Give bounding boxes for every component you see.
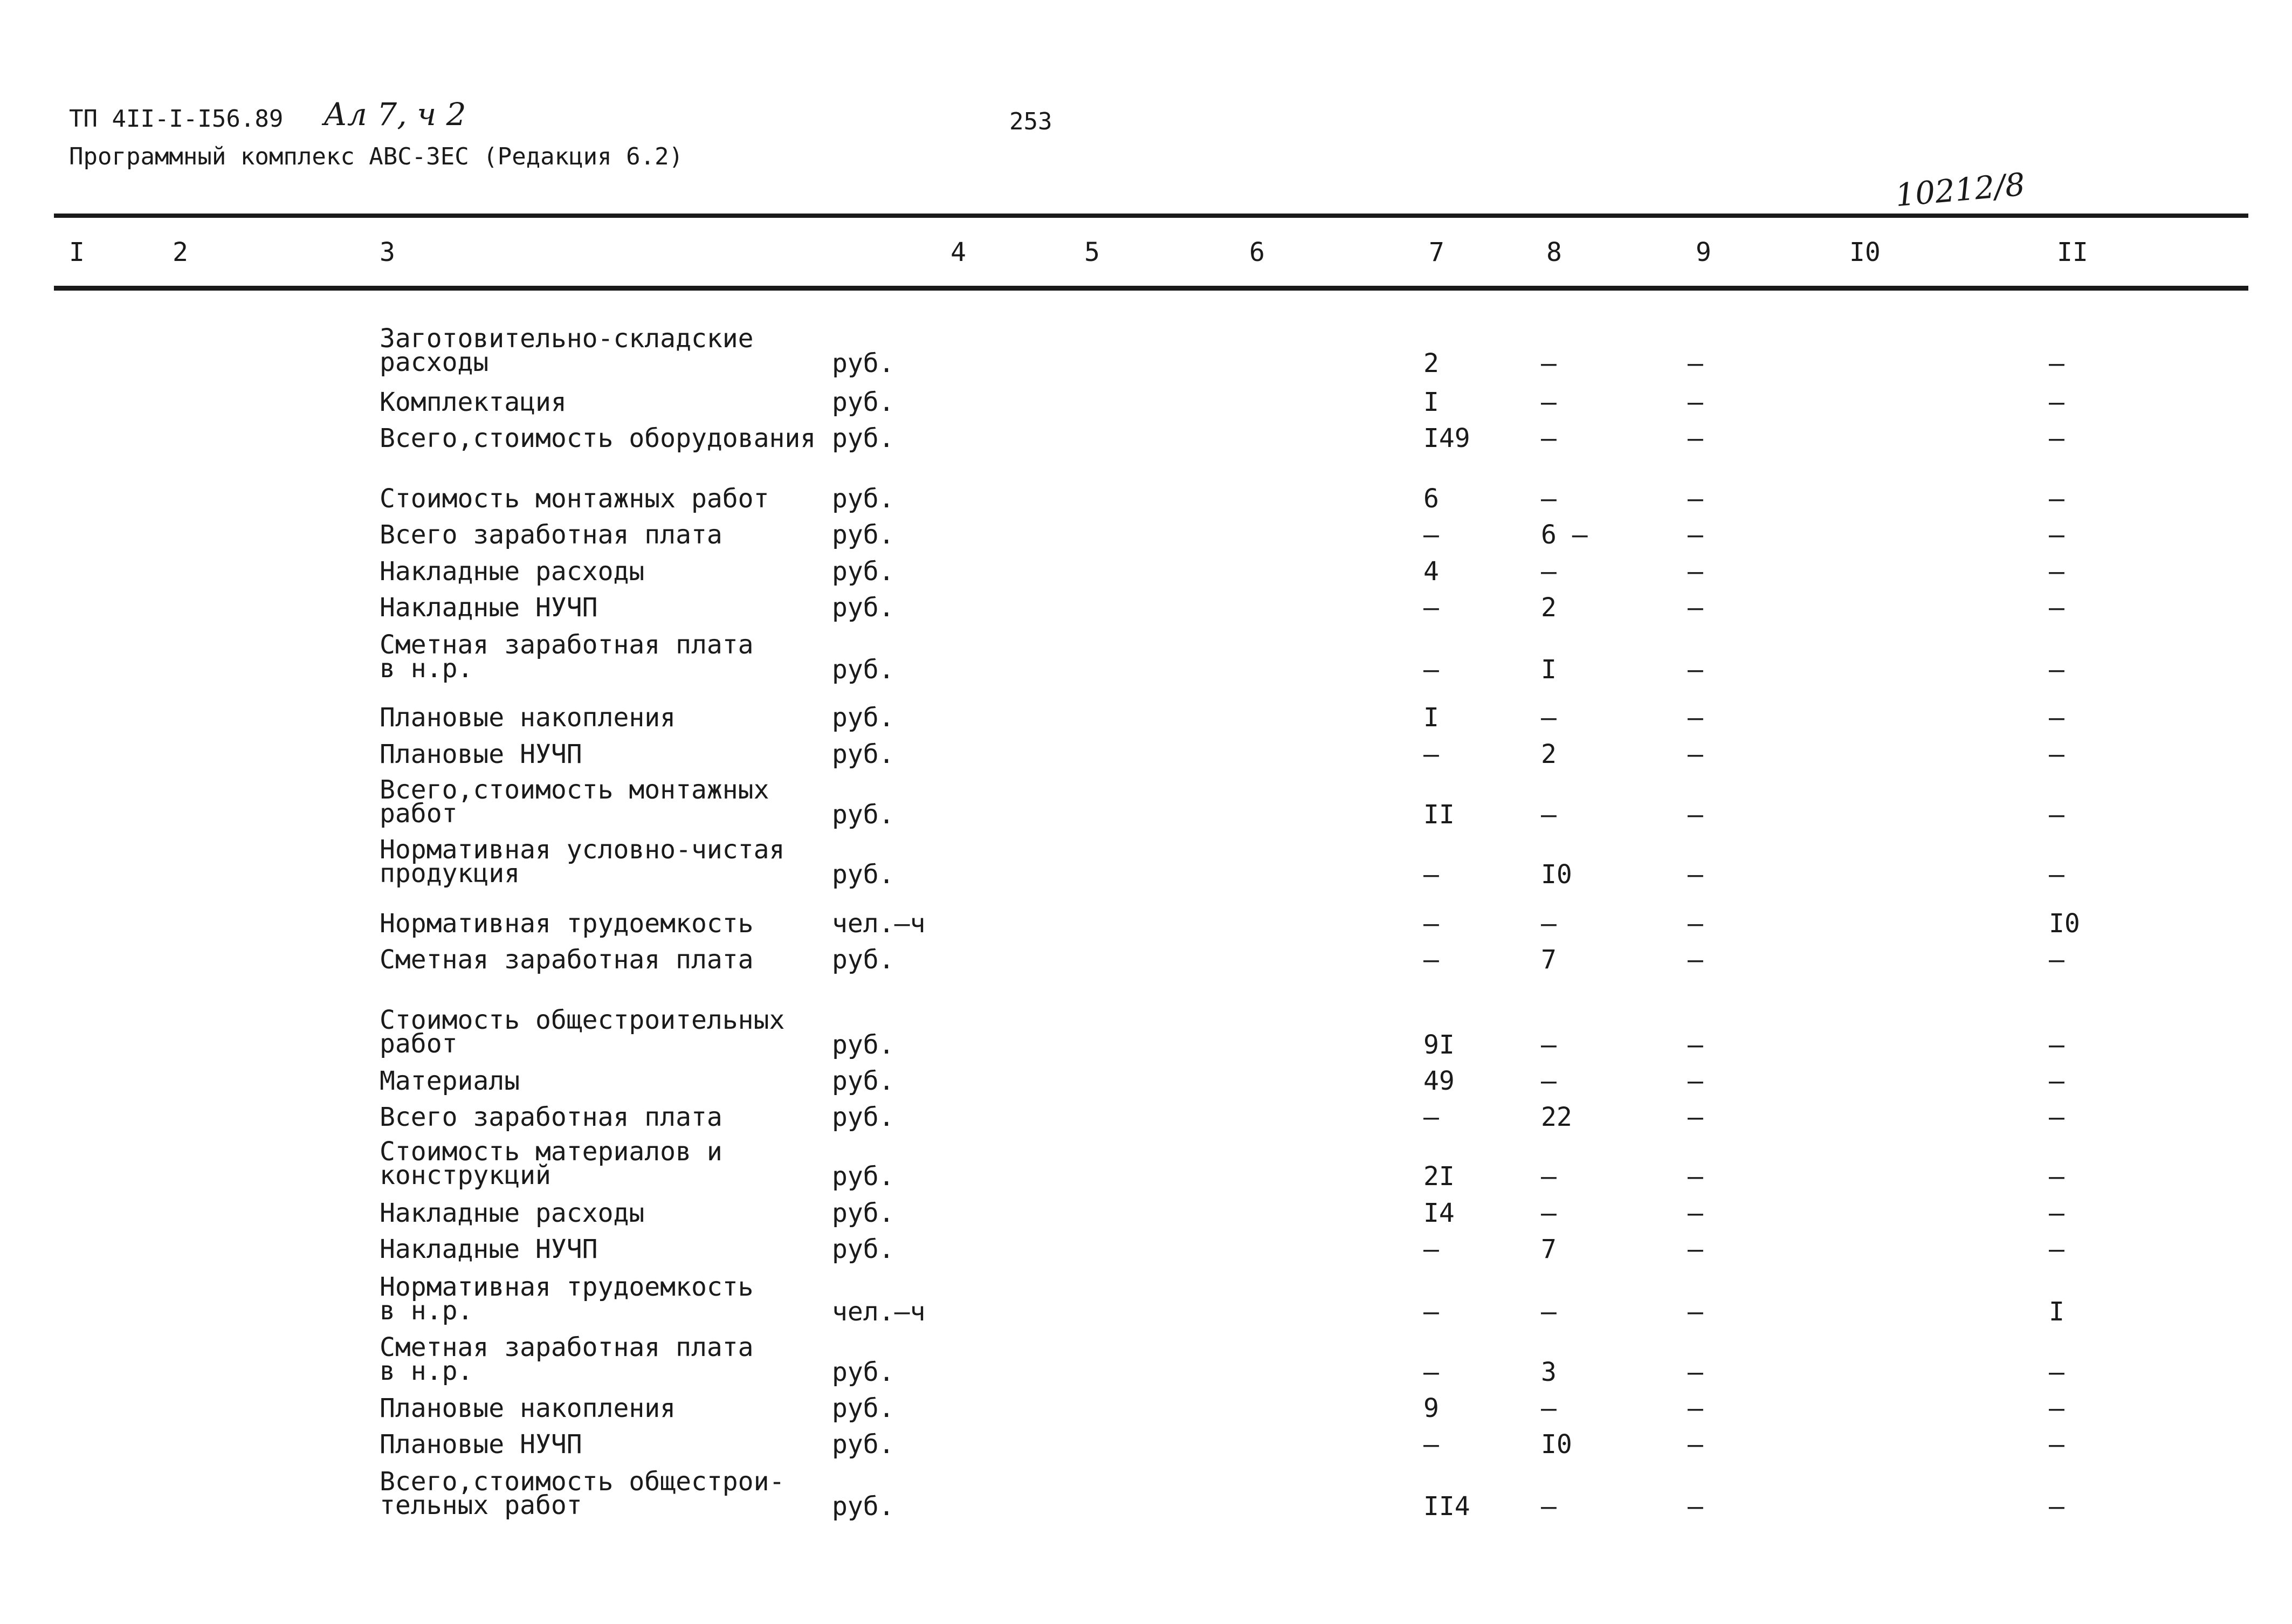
- row-col9-value: –: [1688, 1393, 1703, 1423]
- row-col9-value: –: [1688, 1491, 1703, 1522]
- row-col7-value: –: [1423, 655, 1439, 685]
- row-col9-value: –: [1688, 1066, 1703, 1096]
- row-col8-value: –: [1541, 387, 1557, 417]
- row-unit: руб.: [832, 1066, 894, 1096]
- row-item-name: Плановые накопления: [380, 1393, 676, 1423]
- row-col9-value: –: [1688, 520, 1703, 550]
- row-unit: руб.: [832, 703, 894, 733]
- row-col7-value: II4: [1423, 1491, 1470, 1522]
- row-col7-value: 2: [1423, 348, 1439, 379]
- column-header-8: 8: [1546, 237, 1562, 267]
- table-top-rule: [54, 214, 2248, 218]
- row-col8-value: –: [1541, 484, 1557, 514]
- row-item-name: Нормативная трудоемкость: [380, 909, 754, 939]
- row-col8-value: 22: [1541, 1102, 1572, 1132]
- row-item-name: Сметная заработная плата в н.р.: [380, 630, 754, 684]
- row-unit: чел.–ч: [832, 1297, 926, 1327]
- row-unit: руб.: [832, 1491, 894, 1522]
- row-col7-value: –: [1423, 1297, 1439, 1327]
- row-col8-value: –: [1541, 1198, 1557, 1228]
- column-header-2: 2: [173, 237, 188, 267]
- row-col7-value: –: [1423, 1357, 1439, 1387]
- row-col11-value: –: [2049, 739, 2064, 769]
- column-header-1: I: [69, 237, 85, 267]
- row-col7-value: –: [1423, 593, 1439, 623]
- row-item-name: Всего заработная плата: [380, 1102, 722, 1132]
- row-unit: руб.: [832, 1357, 894, 1387]
- row-unit: руб.: [832, 1030, 894, 1060]
- column-header-10: I0: [1849, 237, 1881, 267]
- row-col7-value: I49: [1423, 423, 1470, 453]
- row-col8-value: –: [1541, 800, 1557, 830]
- row-col11-value: –: [2049, 593, 2064, 623]
- row-col8-value: –: [1541, 1297, 1557, 1327]
- row-col9-value: –: [1688, 1030, 1703, 1060]
- row-unit: руб.: [832, 655, 894, 685]
- row-unit: руб.: [832, 1393, 894, 1423]
- row-item-name: Сметная заработная плата: [380, 945, 754, 975]
- row-unit: руб.: [832, 348, 894, 379]
- row-unit: руб.: [832, 423, 894, 453]
- row-col8-value: –: [1541, 1161, 1557, 1192]
- program-title: Программный комплекс АВС-3ЕС (Редакция 6.2): [69, 143, 684, 170]
- row-item-name: Комплектация: [380, 387, 567, 417]
- row-col7-value: –: [1423, 859, 1439, 890]
- row-col7-value: –: [1423, 520, 1439, 550]
- row-col9-value: –: [1688, 703, 1703, 733]
- row-col8-value: –: [1541, 1393, 1557, 1423]
- row-unit: руб.: [832, 484, 894, 514]
- row-col8-value: –: [1541, 703, 1557, 733]
- row-item-name: Нормативная условно-чистая продукция: [380, 835, 785, 889]
- row-col8-value: I: [1541, 655, 1557, 685]
- row-col8-value: 6 –: [1541, 520, 1588, 550]
- row-col8-value: 2: [1541, 593, 1557, 623]
- row-item-name: Плановые накопления: [380, 703, 676, 733]
- row-col11-value: –: [2049, 800, 2064, 830]
- row-col11-value: –: [2049, 1491, 2064, 1522]
- row-unit: чел.–ч: [832, 909, 926, 939]
- row-unit: руб.: [832, 593, 894, 623]
- row-col8-value: 2: [1541, 739, 1557, 769]
- row-col11-value: –: [2049, 1066, 2064, 1096]
- row-col9-value: –: [1688, 556, 1703, 587]
- row-col9-value: –: [1688, 387, 1703, 417]
- row-unit: руб.: [832, 1198, 894, 1228]
- row-col9-value: –: [1688, 655, 1703, 685]
- row-col7-value: I4: [1423, 1198, 1455, 1228]
- row-col11-value: –: [2049, 1161, 2064, 1192]
- doc-code: ТП 4II-I-I56.89: [69, 105, 284, 133]
- page-number: 253: [1009, 108, 1052, 135]
- row-col11-value: –: [2049, 348, 2064, 379]
- row-col7-value: I: [1423, 387, 1439, 417]
- column-header-11: II: [2057, 237, 2088, 267]
- row-col11-value: –: [2049, 1198, 2064, 1228]
- row-item-name: Всего,стоимость монтажных работ: [380, 775, 769, 829]
- row-col8-value: 7: [1541, 945, 1557, 975]
- row-col8-value: –: [1541, 909, 1557, 939]
- row-col11-value: –: [2049, 859, 2064, 890]
- row-col9-value: –: [1688, 1161, 1703, 1192]
- column-header-5: 5: [1084, 237, 1100, 267]
- row-col7-value: II: [1423, 800, 1455, 830]
- row-unit: руб.: [832, 520, 894, 550]
- row-col8-value: –: [1541, 423, 1557, 453]
- row-col8-value: –: [1541, 348, 1557, 379]
- row-unit: руб.: [832, 739, 894, 769]
- row-col9-value: –: [1688, 1429, 1703, 1460]
- row-item-name: Нормативная трудоемкость в н.р.: [380, 1272, 754, 1326]
- column-header-4: 4: [951, 237, 966, 267]
- row-item-name: Накладные НУЧП: [380, 1234, 598, 1264]
- row-item-name: Заготовительно-складские расходы: [380, 324, 754, 377]
- row-col9-value: –: [1688, 348, 1703, 379]
- album-note: Ал 7, ч 2: [324, 96, 466, 133]
- row-item-name: Стоимость общестроительных работ: [380, 1005, 785, 1059]
- row-col11-value: –: [2049, 520, 2064, 550]
- row-col7-value: I: [1423, 703, 1439, 733]
- row-col7-value: 9I: [1423, 1030, 1455, 1060]
- row-unit: руб.: [832, 1234, 894, 1264]
- row-col7-value: 49: [1423, 1066, 1455, 1096]
- handwritten-stamp: 10212/8: [1894, 166, 2027, 214]
- row-col8-value: –: [1541, 556, 1557, 587]
- row-col11-value: –: [2049, 703, 2064, 733]
- row-col11-value: –: [2049, 1234, 2064, 1264]
- row-col8-value: 3: [1541, 1357, 1557, 1387]
- row-unit: руб.: [832, 859, 894, 890]
- row-col9-value: –: [1688, 909, 1703, 939]
- row-col9-value: –: [1688, 593, 1703, 623]
- row-col8-value: I0: [1541, 859, 1572, 890]
- row-col7-value: –: [1423, 1102, 1439, 1132]
- row-item-name: Сметная заработная плата в н.р.: [380, 1332, 754, 1386]
- row-col11-value: –: [2049, 1393, 2064, 1423]
- row-col11-value: –: [2049, 484, 2064, 514]
- row-item-name: Накладные расходы: [380, 556, 645, 587]
- row-col9-value: –: [1688, 945, 1703, 975]
- row-col11-value: –: [2049, 655, 2064, 685]
- row-col9-value: –: [1688, 484, 1703, 514]
- row-col7-value: 6: [1423, 484, 1439, 514]
- row-item-name: Всего,стоимость оборудования: [380, 423, 816, 453]
- row-item-name: Стоимость материалов и конструкций: [380, 1137, 722, 1191]
- row-col8-value: 7: [1541, 1234, 1557, 1264]
- column-header-3: 3: [380, 237, 395, 267]
- row-col11-value: I: [2049, 1297, 2064, 1327]
- row-col7-value: 2I: [1423, 1161, 1455, 1192]
- row-col11-value: –: [2049, 1030, 2064, 1060]
- row-col11-value: I0: [2049, 909, 2080, 939]
- column-header-7: 7: [1429, 237, 1444, 267]
- row-col8-value: I0: [1541, 1429, 1572, 1460]
- row-unit: руб.: [832, 556, 894, 587]
- row-col8-value: –: [1541, 1066, 1557, 1096]
- row-col9-value: –: [1688, 1234, 1703, 1264]
- row-col9-value: –: [1688, 1198, 1703, 1228]
- row-unit: руб.: [832, 1161, 894, 1192]
- row-item-name: Накладные расходы: [380, 1198, 645, 1228]
- row-unit: руб.: [832, 1102, 894, 1132]
- row-item-name: Плановые НУЧП: [380, 739, 582, 769]
- row-col9-value: –: [1688, 1357, 1703, 1387]
- row-col8-value: –: [1541, 1030, 1557, 1060]
- row-item-name: Плановые НУЧП: [380, 1429, 582, 1460]
- row-col9-value: –: [1688, 859, 1703, 890]
- row-col7-value: –: [1423, 739, 1439, 769]
- row-col9-value: –: [1688, 1102, 1703, 1132]
- row-col9-value: –: [1688, 1297, 1703, 1327]
- column-header-6: 6: [1249, 237, 1265, 267]
- row-unit: руб.: [832, 387, 894, 417]
- row-unit: руб.: [832, 945, 894, 975]
- row-col7-value: 9: [1423, 1393, 1439, 1423]
- table-header-rule: [54, 286, 2248, 291]
- row-col11-value: –: [2049, 1102, 2064, 1132]
- row-unit: руб.: [832, 800, 894, 830]
- row-col7-value: –: [1423, 1234, 1439, 1264]
- row-col9-value: –: [1688, 800, 1703, 830]
- row-item-name: Всего,стоимость общестрои- тельных работ: [380, 1467, 785, 1520]
- row-item-name: Стоимость монтажных работ: [380, 484, 769, 514]
- row-col9-value: –: [1688, 423, 1703, 453]
- row-col11-value: –: [2049, 1357, 2064, 1387]
- row-item-name: Всего заработная плата: [380, 520, 722, 550]
- row-col11-value: –: [2049, 423, 2064, 453]
- row-col11-value: –: [2049, 556, 2064, 587]
- row-item-name: Накладные НУЧП: [380, 593, 598, 623]
- row-col7-value: –: [1423, 1429, 1439, 1460]
- row-col7-value: 4: [1423, 556, 1439, 587]
- row-col11-value: –: [2049, 1429, 2064, 1460]
- row-col7-value: –: [1423, 945, 1439, 975]
- row-col7-value: –: [1423, 909, 1439, 939]
- row-col8-value: –: [1541, 1491, 1557, 1522]
- row-col11-value: –: [2049, 945, 2064, 975]
- row-col9-value: –: [1688, 739, 1703, 769]
- column-header-9: 9: [1696, 237, 1711, 267]
- row-col11-value: –: [2049, 387, 2064, 417]
- row-unit: руб.: [832, 1429, 894, 1460]
- row-item-name: Материалы: [380, 1066, 520, 1096]
